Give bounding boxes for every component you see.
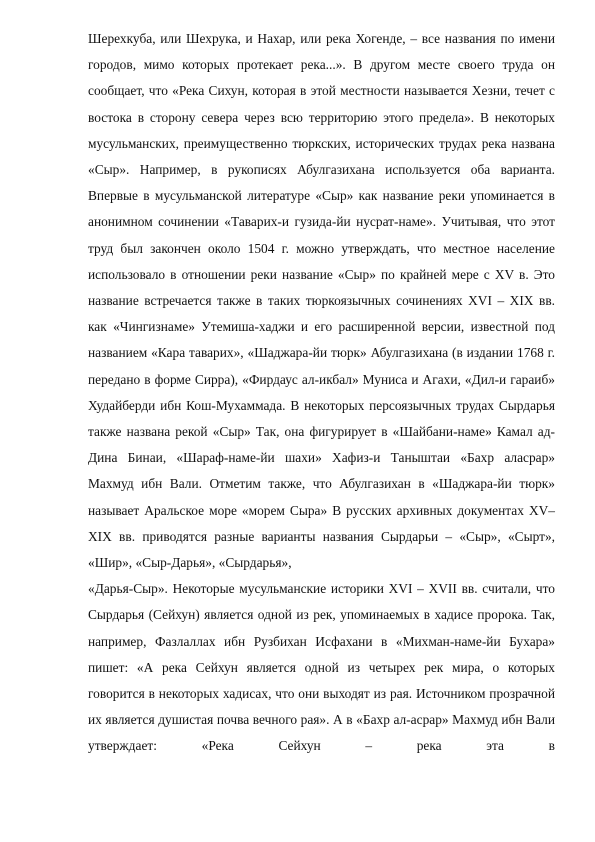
document-page: [88, 26, 555, 760]
paragraph-syr-river-names: Шерехкуба, или Шехрука, и Нахар, или река Хогенде, – все названия по имени городов, мимо которых протекает река...». В другом месте своего труда он сообщает, что «Река Сихун, которая в этой местности называется Хезни, течет с востока в сторону севера через всю территорию этого предела». В некоторых мусульманских, преимущественно тюркских, исторических трудах река названа «Сыр». Например, в рукописях Абулгазихана используется оба варианта. Впервые в мусульманской литературе «Сыр» как название реки упоминается в анонимном сочинении «Таварих-и гузида-йи нусрат-наме». Учитывая, что этот труд был закончен около 1504 г. можно утверждать, что местное население использовало в отношении реки название «Сыр» по крайней мере с XV в. Это название встречается также в таких тюркоязычных сочинениях XVI – XIX вв. как «Чингизнаме» Утемиша-хаджи и его расширенной версии, известной под названием «Кара таварих», «Шаджара-йи тюрк» Абулгазихана (в издании 1768 г. передано в форме Сирра), «Фирдаус ал-икбал» Муниса и Агахи, «Дил-и гараиб» Худайберди ибн Кош-Мухаммада. В некоторых персоязычных трудах Сырдарья также названа рекой «Сыр» Так, она фигурирует в «Шайбани-наме» Камал ад-Дина Бинаи, «Шараф-наме-йи шахи» Хафиз-и Таныштаи «Бахр аласрар» Махмуд ибн Вали. Отметим также, что Абулгазихан в «Шаджара-йи тюрк» называет Аральское море «морем Сыра» В русских архивных документах XV–XIX вв. приводятся разные варианты названия Сырдарьи – «Сыр», «Сырт», «Шир», «Сыр-Дарья», «Сырдарья»,: [88, 31, 555, 571]
paragraph-seyhun-hadith: «Дарья-Сыр». Некоторые мусульманские историки XVI – XVII вв. считали, что Сырдарья (Сейхун) является одной из рек, упоминаемых в хадисе пророка. Так, например, Фазлаллах ибн Рузбихан Исфахани в «Михман-наме-йи Бухара» пишет: «А река Сейхун является одной из четырех рек мира, о которых говорится в некоторых хадисах, что они выходят из рая. Источником прозрачной их является душистая почва вечного рая». А в «Бахр ал-асрар» Махмуд ибн Вали утверждает: «Река Сейхун – река эта в: [88, 581, 555, 754]
